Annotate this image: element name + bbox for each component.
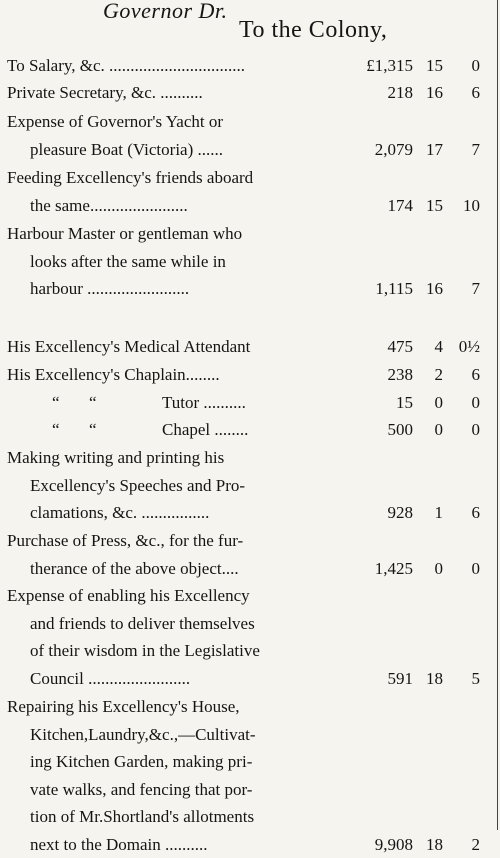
amount	[388, 192, 481, 220]
ledger-entry	[0, 389, 496, 417]
amount	[388, 79, 481, 107]
pounds-value: 9,908	[375, 831, 413, 858]
ditto-mark: “	[52, 389, 60, 417]
pounds-value: 1,115	[375, 275, 413, 303]
to-colony-heading: To the Colony,	[239, 17, 387, 44]
pence-value: 0	[443, 416, 480, 444]
ledger-entry	[0, 79, 496, 107]
amount	[388, 333, 481, 361]
entry-text: looks after the same while in	[30, 248, 226, 276]
entry-text: therance of the above object....	[30, 555, 239, 583]
entry-text: Excellency's Speeches and Pro-	[30, 472, 245, 500]
pence-value: 0	[443, 52, 480, 80]
ledger-entry	[0, 164, 496, 219]
ledger-entry	[0, 108, 496, 163]
entry-text: pleasure Boat (Victoria) ......	[30, 136, 223, 164]
entry-text: Chapel ........	[162, 416, 248, 444]
entry-text: Harbour Master or gentleman who	[7, 220, 242, 248]
column-rule	[497, 0, 498, 830]
amount	[388, 665, 481, 693]
ledger-entry	[0, 333, 496, 361]
pounds-value: 218	[388, 79, 414, 107]
pounds-value: 591	[388, 665, 414, 693]
pounds-value: 238	[388, 361, 414, 389]
amount	[375, 555, 480, 583]
pence-value: 7	[443, 136, 480, 164]
shillings-value: 1	[413, 499, 443, 527]
entry-text: His Excellency's Chaplain........	[7, 361, 220, 389]
amount	[366, 52, 480, 80]
entry-text: Purchase of Press, &c., for the fur-	[7, 527, 243, 555]
pence-value: 5	[443, 665, 480, 693]
pounds-value: 1,425	[375, 555, 413, 583]
pounds-value: 174	[388, 192, 414, 220]
pence-value: 0½	[443, 333, 480, 361]
shillings-value: 16	[413, 275, 443, 303]
shillings-value: 18	[413, 831, 443, 858]
amount	[375, 275, 480, 303]
entry-text: Repairing his Excellency's House,	[7, 693, 240, 721]
entry-text: harbour ........................	[30, 275, 189, 303]
governor-debit-heading: Governor Dr.	[103, 0, 228, 24]
amount	[388, 416, 481, 444]
pounds-value: 475	[388, 333, 414, 361]
entry-text: ing Kitchen Garden, making pri-	[30, 748, 252, 776]
pounds-value: 500	[388, 416, 414, 444]
entry-text: next to the Domain ..........	[30, 831, 208, 858]
pence-value: 10	[443, 192, 480, 220]
entry-text: His Excellency's Medical Attendant	[7, 333, 250, 361]
pounds-value: 928	[388, 499, 414, 527]
shillings-value: 0	[413, 389, 443, 417]
entry-text: of their wisdom in the Legislative	[30, 637, 260, 665]
ledger-entry	[0, 52, 496, 80]
shillings-value: 16	[413, 79, 443, 107]
ledger-entry	[0, 361, 496, 389]
pence-value: 6	[443, 499, 480, 527]
pence-value: 7	[443, 275, 480, 303]
shillings-value: 0	[413, 416, 443, 444]
amount	[388, 499, 481, 527]
entry-text: the same.......................	[30, 192, 188, 220]
entry-text: Feeding Excellency's friends aboard	[7, 164, 253, 192]
ledger-entry	[0, 693, 496, 858]
entry-text: To Salary, &c. ................................	[7, 52, 245, 80]
amount	[375, 831, 480, 858]
pounds-value: 2,079	[375, 136, 413, 164]
ledger-entry	[0, 444, 496, 527]
shillings-value: 15	[413, 192, 443, 220]
entry-text: and friends to deliver themselves	[30, 610, 255, 638]
ledger-entry	[0, 582, 496, 692]
shillings-value: 4	[413, 333, 443, 361]
entry-text: Expense of enabling his Excellency	[7, 582, 250, 610]
amount	[388, 361, 481, 389]
ledger-entry	[0, 220, 496, 303]
amount	[396, 389, 480, 417]
amount	[375, 136, 480, 164]
ditto-mark: “	[89, 416, 97, 444]
ledger-entry	[0, 416, 496, 444]
ditto-mark: “	[52, 416, 60, 444]
shillings-value: 18	[413, 665, 443, 693]
pence-value: 2	[443, 831, 480, 858]
pence-value: 6	[443, 361, 480, 389]
entry-text: tion of Mr.Shortland's allotments	[30, 803, 254, 831]
entry-text: Private Secretary, &c. ..........	[7, 79, 203, 107]
entry-text: vate walks, and fencing that por-	[30, 776, 252, 804]
ledger-entry	[0, 527, 496, 582]
shillings-value: 0	[413, 555, 443, 583]
pence-value: 0	[443, 389, 480, 417]
entry-text: Kitchen,Laundry,&c.,—Cultivat-	[30, 721, 256, 749]
shillings-value: 15	[413, 52, 443, 80]
entry-text: clamations, &c. ................	[30, 499, 209, 527]
entry-text: Council ........................	[30, 665, 190, 693]
shillings-value: 17	[413, 136, 443, 164]
entry-text: Tutor ..........	[162, 389, 246, 417]
shillings-value: 2	[413, 361, 443, 389]
entry-text: Expense of Governor's Yacht or	[7, 108, 223, 136]
pounds-value: £1,315	[366, 52, 413, 80]
pence-value: 0	[443, 555, 480, 583]
ditto-mark: “	[89, 389, 97, 417]
pounds-value: 15	[396, 389, 413, 417]
pence-value: 6	[443, 79, 480, 107]
entry-text: Making writing and printing his	[7, 444, 224, 472]
